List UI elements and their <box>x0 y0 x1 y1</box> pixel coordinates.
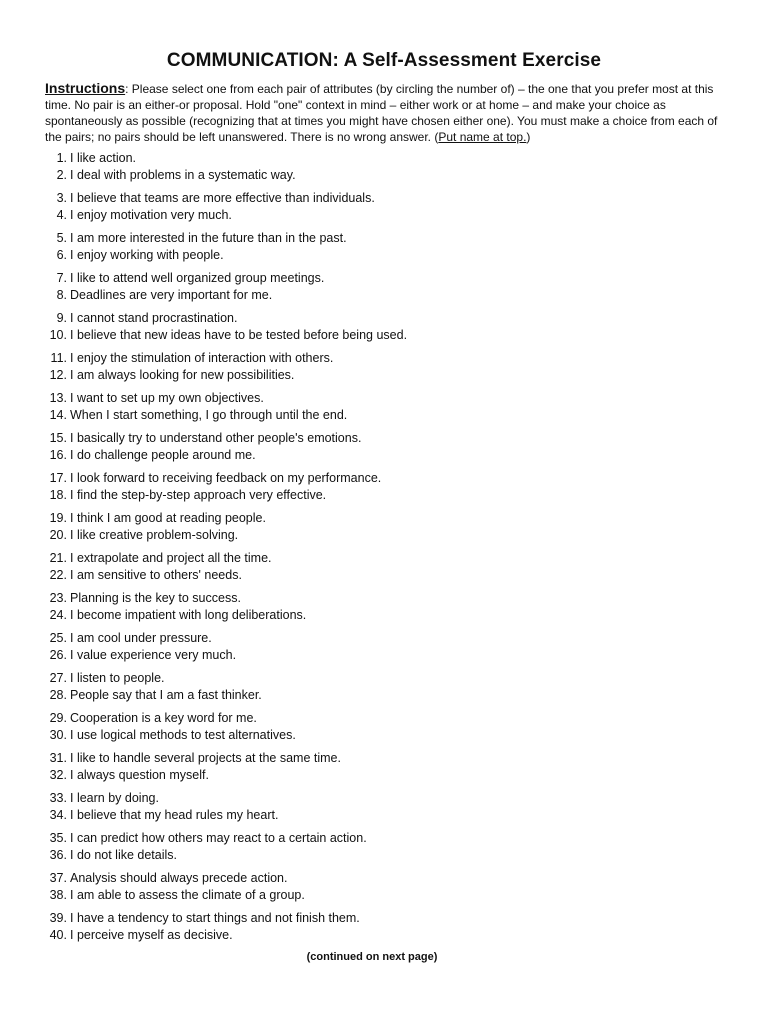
statement-text: I become impatient with long deliberations. <box>70 608 307 622</box>
statement-item[interactable] <box>45 550 725 567</box>
statement-pair <box>45 270 725 304</box>
statement-number[interactable]: 21. <box>49 551 67 565</box>
statement-text: I am sensitive to others' needs. <box>70 568 242 582</box>
statement-number[interactable]: 7. <box>56 271 67 285</box>
statement-text: I look forward to receiving feedback on my performance. <box>70 471 382 485</box>
statement-text: I believe that my head rules my heart. <box>70 808 279 822</box>
statement-text: I like action. <box>70 151 137 165</box>
statement-item[interactable] <box>45 887 725 904</box>
statement-pair <box>45 630 725 664</box>
statement-item[interactable] <box>45 350 725 367</box>
statement-item[interactable] <box>45 247 725 264</box>
statement-item[interactable] <box>45 927 725 944</box>
statement-text: I can predict how others may react to a certain action. <box>70 831 367 845</box>
instructions-note: Put name at top. <box>438 130 527 144</box>
page-title: COMMUNICATION: A Self-Assessment Exercise <box>166 50 602 71</box>
statement-text: I do challenge people around me. <box>70 448 256 462</box>
statement-item[interactable] <box>45 527 725 544</box>
statement-item[interactable] <box>45 727 725 744</box>
statement-text: Planning is the key to success. <box>70 591 241 605</box>
statement-item[interactable] <box>45 807 725 824</box>
statement-number[interactable]: 28. <box>49 688 67 702</box>
statement-item[interactable] <box>45 790 725 807</box>
statement-number[interactable]: 34. <box>49 808 67 822</box>
statement-number[interactable]: 37. <box>49 871 67 885</box>
statement-number[interactable]: 32. <box>49 768 67 782</box>
statement-item[interactable] <box>45 687 725 704</box>
statement-pair <box>45 310 725 344</box>
statement-text: I perceive myself as decisive. <box>70 928 233 942</box>
statement-pair <box>45 430 725 464</box>
statement-item[interactable] <box>45 590 725 607</box>
statement-text: I like creative problem-solving. <box>70 528 239 542</box>
statement-item[interactable] <box>45 630 725 647</box>
statement-number[interactable]: 27. <box>49 671 67 685</box>
statement-item[interactable] <box>45 230 725 247</box>
statement-text: I enjoy working with people. <box>70 248 224 262</box>
statement-item[interactable] <box>45 847 725 864</box>
statement-text: Cooperation is a key word for me. <box>70 711 257 725</box>
statement-number[interactable]: 9. <box>56 311 67 325</box>
statement-text: I am more interested in the future than in the past. <box>70 231 347 245</box>
statement-number[interactable]: 11. <box>50 351 67 365</box>
instructions-paragraph <box>45 80 725 145</box>
statement-item[interactable] <box>45 327 725 344</box>
statement-number[interactable]: 14. <box>49 408 67 422</box>
statement-text: I extrapolate and project all the time. <box>70 551 272 565</box>
statement-number[interactable]: 38. <box>49 888 67 902</box>
statement-pair <box>45 790 725 824</box>
statement-pair <box>45 750 725 784</box>
statement-pair <box>45 870 725 904</box>
statement-item[interactable] <box>45 710 725 727</box>
statement-number[interactable]: 22. <box>49 568 67 582</box>
statement-item[interactable] <box>45 487 725 504</box>
statement-text: I listen to people. <box>70 671 165 685</box>
statement-text: I basically try to understand other people's emotions. <box>70 431 362 445</box>
statement-text: I always question myself. <box>70 768 209 782</box>
statement-pair <box>45 510 725 544</box>
statement-list <box>45 150 725 950</box>
statement-item[interactable] <box>45 207 725 224</box>
statement-number[interactable]: 6. <box>56 248 67 262</box>
statement-text: I do not like details. <box>70 848 178 862</box>
statement-item[interactable] <box>45 830 725 847</box>
statement-text: Analysis should always precede action. <box>70 871 288 885</box>
statement-text: I am always looking for new possibilities. <box>70 368 295 382</box>
statement-number[interactable]: 29. <box>49 711 67 725</box>
statement-text: When I start something, I go through until the end. <box>70 408 348 422</box>
statement-item[interactable] <box>45 287 725 304</box>
instructions-close: ) <box>526 130 531 144</box>
statement-text: Deadlines are very important for me. <box>70 288 273 302</box>
statement-item[interactable] <box>45 407 725 424</box>
statement-item[interactable] <box>45 607 725 624</box>
statement-text: I cannot stand procrastination. <box>70 311 238 325</box>
statement-number[interactable]: 10. <box>49 328 67 342</box>
statement-text: I value experience very much. <box>70 648 237 662</box>
statement-number[interactable]: 12. <box>49 368 67 382</box>
statement-item[interactable] <box>45 367 725 384</box>
statement-pair <box>45 910 725 944</box>
statement-number[interactable]: 2. <box>56 168 67 182</box>
statement-number[interactable]: 35. <box>49 831 67 845</box>
statement-item[interactable] <box>45 647 725 664</box>
statement-number[interactable]: 20. <box>49 528 67 542</box>
statement-number[interactable]: 39. <box>49 911 67 925</box>
statement-number[interactable]: 33. <box>49 791 67 805</box>
statement-pair <box>45 350 725 384</box>
statement-text: I like to attend well organized group meetings. <box>70 271 325 285</box>
statement-item[interactable] <box>45 910 725 927</box>
statement-text: I am cool under pressure. <box>70 631 212 645</box>
statement-pair <box>45 470 725 504</box>
statement-item[interactable] <box>45 390 725 407</box>
statement-text: I am able to assess the climate of a group. <box>70 888 305 902</box>
statement-text: I enjoy the stimulation of interaction with others. <box>70 351 334 365</box>
statement-text: I think I am good at reading people. <box>70 511 266 525</box>
statement-number[interactable]: 36. <box>49 848 67 862</box>
statement-number[interactable]: 8. <box>56 288 67 302</box>
statement-pair <box>45 150 725 184</box>
statement-number[interactable]: 23. <box>49 591 67 605</box>
instructions-text: : Please select one from each pair of attributes (by circling the number of) – the one that you prefer most at this time. No pair is an either-or proposal. Hold "one" context in mind – either work or at home – and make your choice as spontaneously as possible (recognizing that at times you might have chosen either one). You must make a choice from each of the pairs; no pairs should be left unanswered. There is no wrong answer. ( <box>45 82 718 144</box>
instructions-label: Instructions <box>45 80 126 96</box>
statement-number[interactable]: 5. <box>56 231 67 245</box>
statement-number[interactable]: 4. <box>56 208 67 222</box>
statement-number[interactable]: 18. <box>49 488 67 502</box>
statement-number[interactable]: 25. <box>49 631 67 645</box>
statement-item[interactable] <box>45 670 725 687</box>
statement-text: I want to set up my own objectives. <box>70 391 264 405</box>
statement-pair <box>45 590 725 624</box>
statement-number[interactable]: 15. <box>49 431 67 445</box>
statement-item[interactable] <box>45 190 725 207</box>
statement-pair <box>45 190 725 224</box>
statement-pair <box>45 230 725 264</box>
statement-pair <box>45 390 725 424</box>
statement-number[interactable]: 16. <box>49 448 67 462</box>
statement-item[interactable] <box>45 567 725 584</box>
statement-item[interactable] <box>45 310 725 327</box>
statement-item[interactable] <box>45 870 725 887</box>
statement-number[interactable]: 3. <box>56 191 67 205</box>
statement-text: I find the step-by-step approach very effective. <box>70 488 327 502</box>
statement-number[interactable]: 13. <box>49 391 67 405</box>
statement-item[interactable] <box>45 510 725 527</box>
statement-text: I believe that new ideas have to be tested before being used. <box>70 328 408 342</box>
statement-number[interactable]: 1. <box>56 151 67 165</box>
statement-pair <box>45 830 725 864</box>
statement-pair <box>45 710 725 744</box>
statement-number[interactable]: 40. <box>49 928 67 942</box>
statement-item[interactable] <box>45 767 725 784</box>
statement-item[interactable] <box>45 750 725 767</box>
statement-text: People say that I am a fast thinker. <box>70 688 262 702</box>
statement-number[interactable]: 26. <box>49 648 67 662</box>
statement-pair <box>45 670 725 704</box>
statement-text: I use logical methods to test alternatives. <box>70 728 296 742</box>
statement-item[interactable] <box>45 430 725 447</box>
continued-footer: (continued on next page) <box>306 951 438 963</box>
statement-number[interactable]: 19. <box>49 511 67 525</box>
statement-number[interactable]: 17. <box>49 471 67 485</box>
statement-number[interactable]: 24. <box>49 608 67 622</box>
statement-text: I have a tendency to start things and not finish them. <box>70 911 360 925</box>
statement-text: I deal with problems in a systematic way. <box>70 168 296 182</box>
statement-item[interactable] <box>45 150 725 167</box>
statement-item[interactable] <box>45 470 725 487</box>
statement-number[interactable]: 30. <box>49 728 67 742</box>
statement-text: I believe that teams are more effective than individuals. <box>70 191 375 205</box>
statement-text: I like to handle several projects at the same time. <box>70 751 341 765</box>
statement-item[interactable] <box>45 167 725 184</box>
statement-pair <box>45 550 725 584</box>
statement-text: I learn by doing. <box>70 791 159 805</box>
statement-number[interactable]: 31. <box>49 751 67 765</box>
statement-item[interactable] <box>45 447 725 464</box>
statement-item[interactable] <box>45 270 725 287</box>
statement-text: I enjoy motivation very much. <box>70 208 232 222</box>
